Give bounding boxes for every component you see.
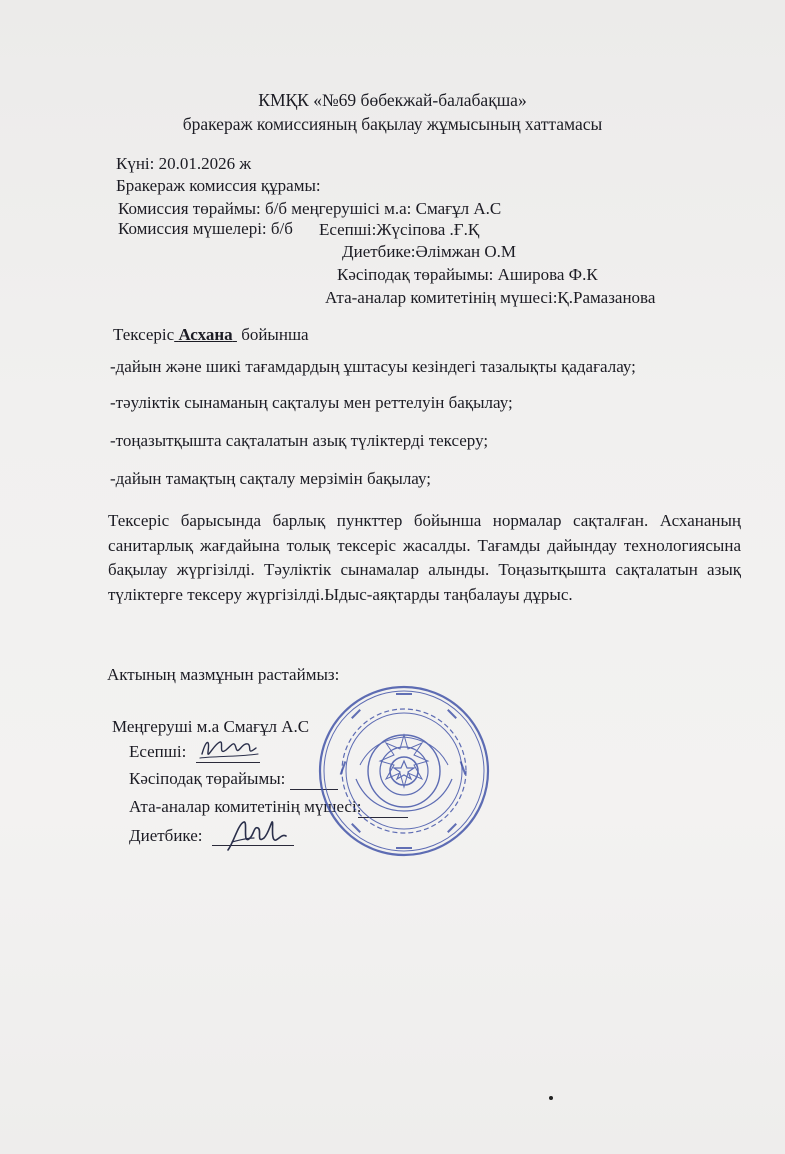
inspection-item: -дайын және шикі тағамдардың ұштасуы кезіндегі тазалықты қадағалау; [110, 357, 636, 376]
inspection-subject [113, 325, 309, 345]
inspection-suffix: бойынша [241, 325, 309, 344]
inspection-object: Асхана [178, 325, 233, 344]
member-dietitian: Диетбике:Әлімжан О.М [342, 242, 517, 261]
ink-dot [549, 1096, 553, 1100]
inspection-item: -тоңазытқышта сақталатын азық түліктерді тексеру; [110, 431, 489, 450]
composition-heading: Бракераж комиссия құрамы: [116, 176, 321, 195]
inspection-item: -дайын тамақтың сақталу мерзімін бақылау; [110, 469, 431, 488]
document-title: бракераж комиссияның бақылау жұмысының хаттамасы [182, 114, 603, 134]
signature-dietitian-label: Диетбике: [129, 826, 203, 845]
accountant-signature [196, 732, 262, 766]
commission-members-label: Комиссия мүшелері: б/б [118, 219, 293, 238]
commission-chair: Комиссия төраймы: б/б меңгерушісі м.а: Смағұл А.С [118, 199, 502, 218]
inspection-prefix: Тексеріс [113, 325, 175, 344]
signature-union-label: Кәсіподақ төрайымы: [129, 769, 286, 788]
confirmation-line: Актының мазмұнын растаймыз: [107, 665, 340, 684]
inspection-conclusion: Тексеріс барысында барлық пункттер бойынша нормалар сақталған. Асхананың санитарлық жағдайына толық тексеріс жасалды. Тағамды дайындау технологиясына бақылау жүргізілді. Тәуліктік сынамалар алынды. Тоңазытқышта сақталатын азық түліктерге тексеру жүргізілді.Ыдыс-аяқтарды таңбалауы дұрыс. [108, 511, 741, 604]
official-stamp [316, 683, 492, 859]
member-accountant: Есепші:Жүсіпова .Ғ.Қ [319, 220, 480, 239]
signature-accountant-label: Есепші: [129, 742, 187, 761]
member-parents-committee: Ата-аналар комитетінің мүшесі:Қ.Рамазанова [325, 288, 656, 307]
document-org: КМҚК «№69 бөбекжай-балабақша» [258, 90, 527, 110]
member-union-chair: Кәсіподақ төрайымы: Аширова Ф.К [337, 265, 598, 284]
date-line: Күні: 20.01.2026 ж [116, 154, 252, 173]
dietitian-signature [224, 816, 290, 856]
signature-parents-label: Ата-аналар комитетінің мүшесі: [129, 797, 362, 816]
inspection-item: -тәуліктік сынаманың сақталуы мен реттелуін бақылау; [110, 393, 513, 412]
signature-head: Меңгеруші м.а Смағұл А.С [112, 717, 310, 736]
